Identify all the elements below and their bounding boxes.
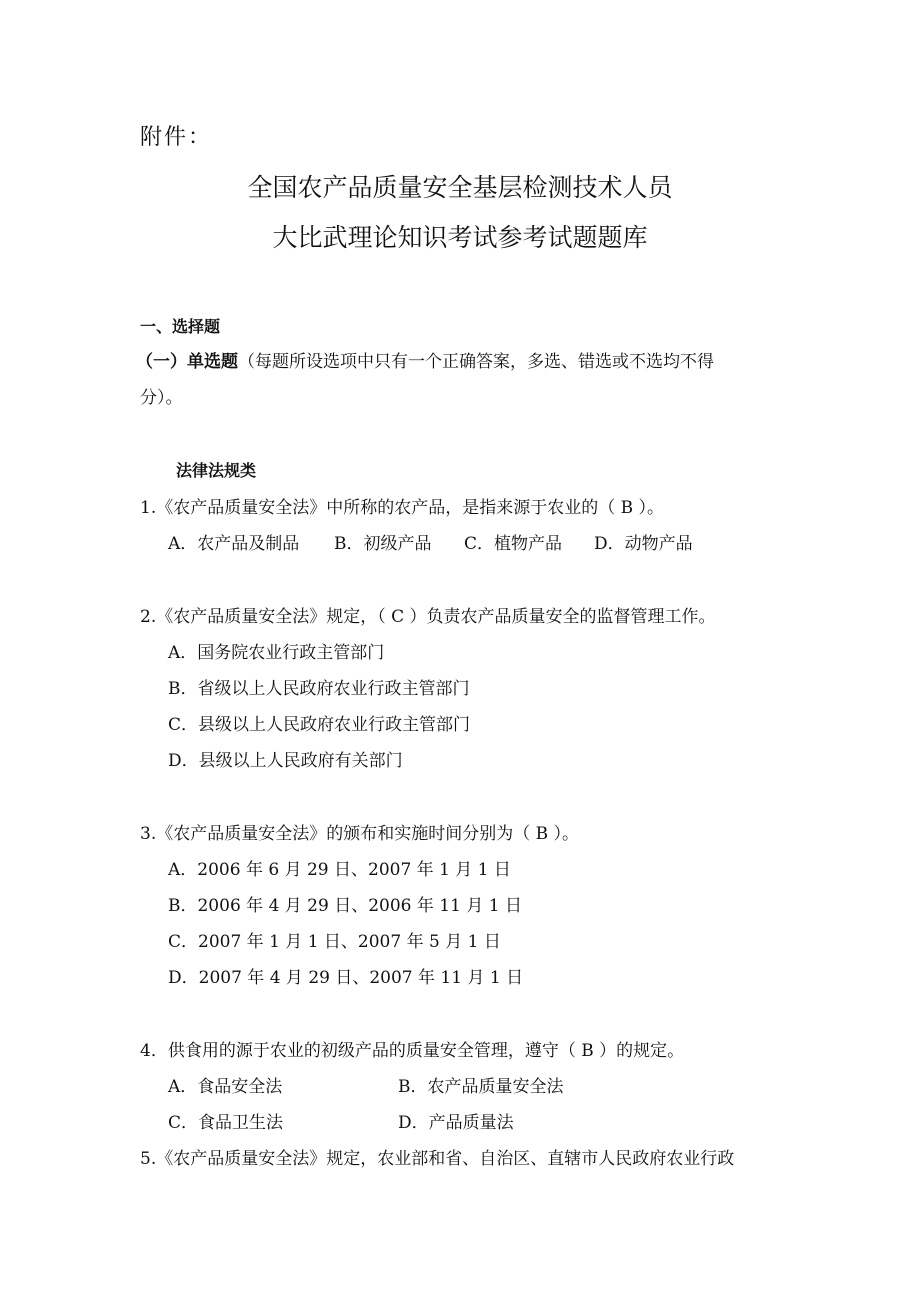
title-line-2: 大比武理论知识考试参考试题题库	[272, 223, 648, 252]
attachment-label: 附件：	[140, 125, 213, 150]
question-3-stem: 3.《农产品质量安全法》的颁布和实施时间分别为（ B ）。	[140, 824, 580, 844]
question-4-stem: 4．供食用的源于农业的初级产品的质量安全管理，遵守（ B ）的规定。	[140, 1041, 685, 1061]
question-4-option-d: D．产品质量法	[398, 1113, 514, 1133]
question-1-option-c: C．植物产品	[464, 534, 563, 554]
question-1-stem: 1.《农产品质量安全法》中所称的农产品，是指来源于农业的（ B ）。	[140, 498, 665, 518]
question-4-option-b: B．农产品质量安全法	[398, 1077, 564, 1097]
question-2-option-a: A．国务院农业行政主管部门	[168, 643, 385, 663]
question-2-option-d: D．县级以上人民政府有关部门	[168, 751, 403, 771]
question-3-option-c: C．2007 年 1 月 1 日、2007 年 5 月 1 日	[168, 932, 501, 952]
question-4-option-a: A．食品安全法	[168, 1077, 283, 1097]
question-2-stem: 2.《农产品质量安全法》规定，（ C ）负责农产品质量安全的监督管理工作。	[140, 607, 716, 627]
subsection-note: （每题所设选项中只有一个正确答案，多选、错选或不选均不得	[238, 352, 714, 372]
question-3-option-a: A．2006 年 6 月 29 日、2007 年 1 月 1 日	[168, 860, 511, 880]
question-2-option-b: B．省级以上人民政府农业行政主管部门	[168, 679, 470, 699]
question-3-option-d: D．2007 年 4 月 29 日、2007 年 11 月 1 日	[168, 968, 524, 988]
question-1-option-a: A．农产品及制品	[168, 534, 300, 554]
question-1-option-d: D．动物产品	[594, 534, 693, 554]
category-heading: 法律法规类	[176, 461, 257, 480]
subsection-line	[136, 347, 714, 372]
question-2-option-c: C．县级以上人民政府农业行政主管部门	[168, 715, 471, 735]
question-5-stem: 5.《农产品质量安全法》规定，农业部和省、自治区、直辖市人民政府农业行政	[140, 1149, 735, 1169]
title-line-1: 全国农产品质量安全基层检测技术人员	[247, 173, 673, 202]
section-heading: 一、选择题	[140, 317, 221, 336]
subsection-label: （一）单选题	[136, 352, 238, 372]
subsection-note-continued: 分）。	[140, 388, 183, 408]
question-3-option-b: B．2006 年 4 月 29 日、2006 年 11 月 1 日	[168, 896, 522, 916]
question-4-option-c: C．食品卫生法	[168, 1113, 284, 1133]
question-1-option-b: B．初级产品	[334, 534, 432, 554]
